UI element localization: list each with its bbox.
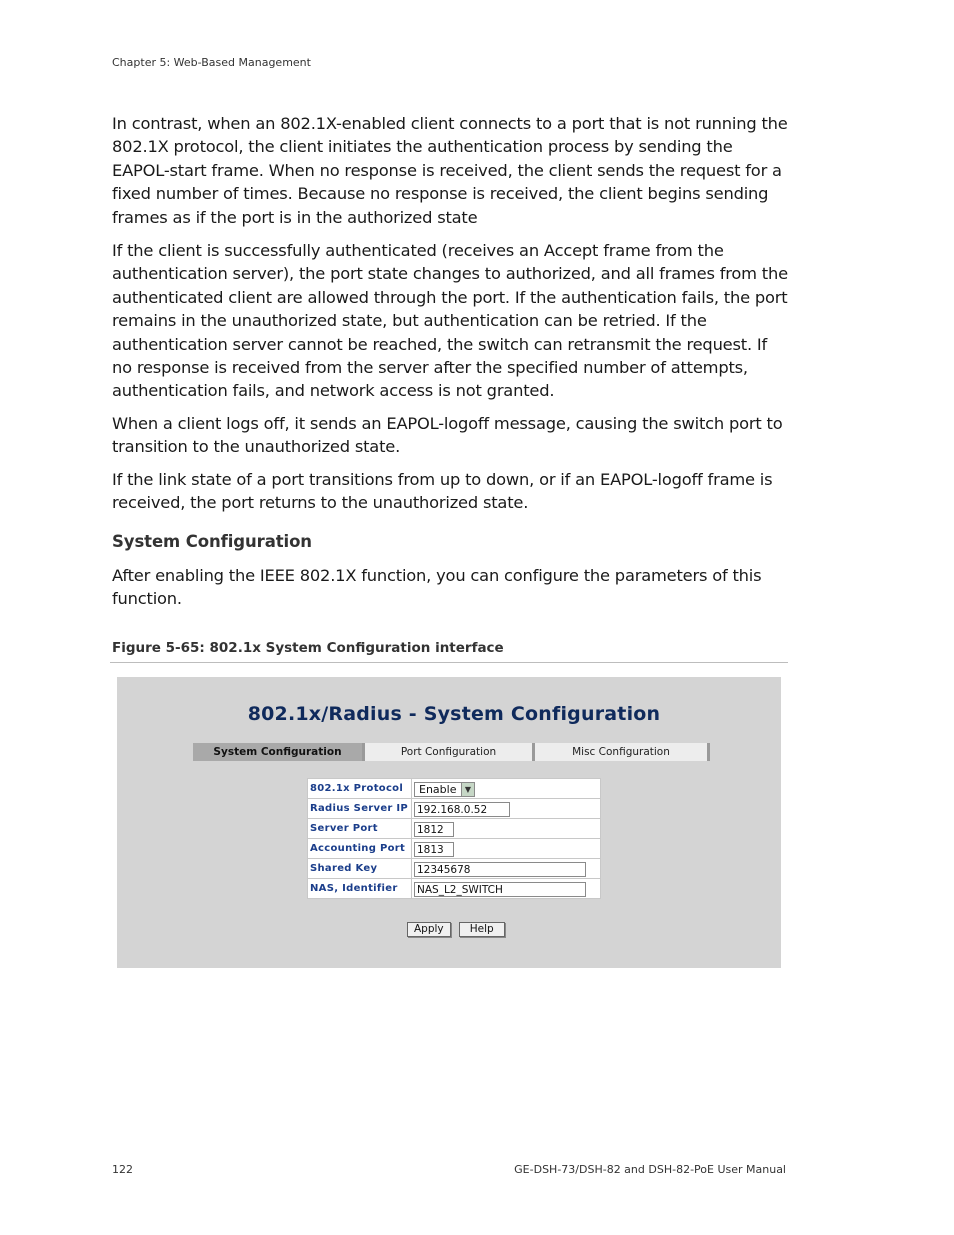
screen-title: 802.1x/Radius - System Configuration <box>247 703 661 725</box>
manual-title: GE-DSH-73/DSH-82 and DSH-82-PoE User Manual <box>514 1163 786 1176</box>
section-intro: After enabling the IEEE 802.1X function, you can configure the parameters of this function. <box>112 566 762 609</box>
protocol-select[interactable] <box>414 782 475 797</box>
running-header: Chapter 5: Web-Based Management <box>112 56 311 69</box>
config-table <box>307 778 601 899</box>
server-port-input[interactable]: 1812 <box>414 822 454 837</box>
accounting-port-label: Accounting Port <box>308 839 412 859</box>
protocol-label: 802.1x Protocol <box>308 779 412 799</box>
paragraph-logoff: When a client logs off, it sends an EAPOL-logoff message, causing the switch port to transition to the unauthorized state. <box>112 414 783 457</box>
figure-caption: Figure 5-65: 802.1x System Configuration interface <box>112 640 504 656</box>
paragraph-link-state: If the link state of a port transitions from up to down, or if an EAPOL-logoff frame is received, the port returns to the unauthorized state. <box>112 470 773 513</box>
nas-identifier-label: NAS, Identifier <box>308 879 412 899</box>
table-row <box>308 819 601 839</box>
page-number: 122 <box>112 1163 133 1176</box>
section-heading: System Configuration <box>112 532 312 551</box>
table-row <box>308 859 601 879</box>
paragraph-authenticated: If the client is successfully authenticated (receives an Accept frame from the authentication server), the port state changes to authorized, and all frames from the authenticated client are allowed through the port. If the authentication fails, the port remains in the unauthorized state, but authentication can be retried. If the authentication server cannot be reached, the switch can retransmit the request. If no response is received from the server after the specified number of attempts, authentication fails, and network access is not granted. <box>112 241 788 401</box>
apply-button[interactable]: Apply <box>407 922 451 937</box>
screenshot-panel <box>117 677 781 968</box>
table-row <box>308 779 601 799</box>
table-row <box>308 799 601 819</box>
button-row <box>407 917 508 937</box>
tab-port-configuration[interactable]: Port Configuration <box>365 743 535 761</box>
shared-key-input[interactable]: 12345678 <box>414 862 586 877</box>
radius-ip-label: Radius Server IP <box>308 799 412 819</box>
radius-ip-input[interactable]: 192.168.0.52 <box>414 802 510 817</box>
help-button[interactable]: Help <box>459 922 505 937</box>
nas-identifier-input[interactable]: NAS_L2_SWITCH <box>414 882 586 897</box>
server-port-label: Server Port <box>308 819 412 839</box>
tab-misc-configuration[interactable]: Misc Configuration <box>535 743 710 761</box>
chevron-down-icon[interactable]: ▼ <box>461 783 474 796</box>
accounting-port-input[interactable]: 1813 <box>414 842 454 857</box>
caption-divider <box>110 662 788 663</box>
table-row <box>308 839 601 859</box>
tab-system-configuration[interactable]: System Configuration <box>193 743 365 761</box>
paragraph-client-connects: In contrast, when an 802.1X-enabled client connects to a port that is not running the 802.1X protocol, the client initiates the authentication process by sending the EAPOL-start frame. When no response is received, the client sends the request for a fixed number of times. Because no response is received, the client begins sending frames as if the port is in the authorized state <box>112 114 788 227</box>
tab-bar <box>193 743 710 762</box>
protocol-selected-value: Enable <box>419 783 457 796</box>
shared-key-label: Shared Key <box>308 859 412 879</box>
table-row <box>308 879 601 899</box>
